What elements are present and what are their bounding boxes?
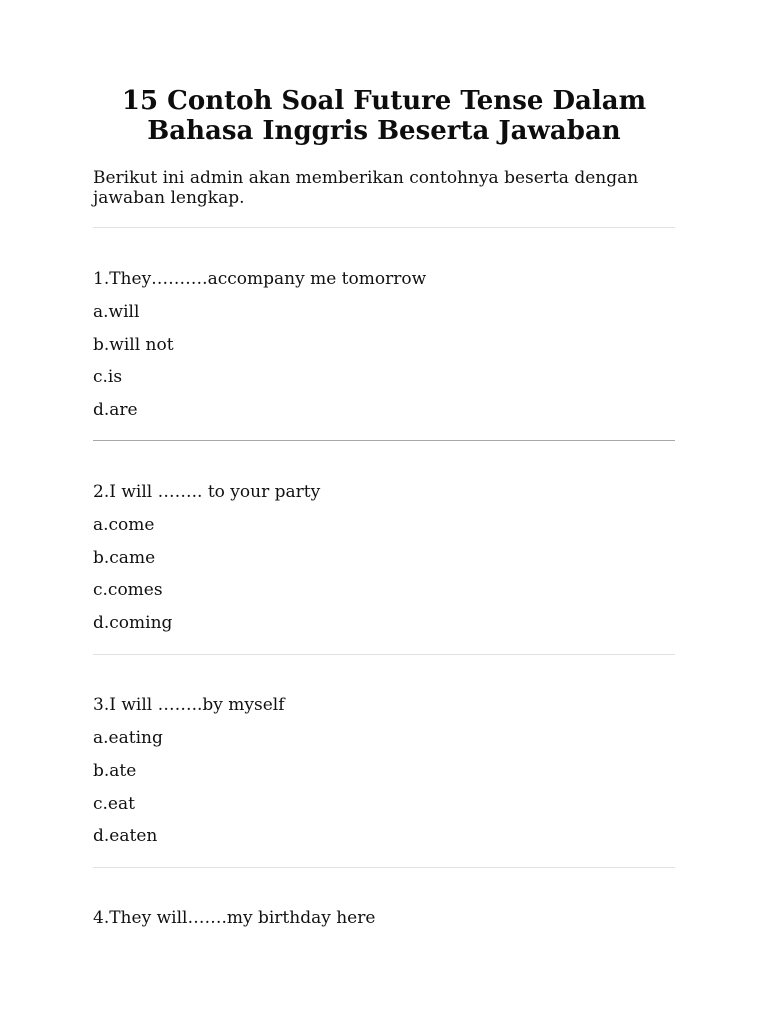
question-text: 4.They will…….my birthday here bbox=[93, 908, 376, 928]
option-a: a.come bbox=[93, 515, 155, 535]
question-text: 2.I will …….. to your party bbox=[93, 482, 321, 502]
question-3 bbox=[93, 695, 675, 846]
question-4 bbox=[93, 908, 675, 928]
intro-paragraph: Berikut ini admin akan memberikan contohnya beserta dengan jawaban lengkap. bbox=[93, 168, 639, 208]
option-d: d.eaten bbox=[93, 826, 158, 846]
divider bbox=[93, 654, 675, 655]
option-b: b.will not bbox=[93, 335, 174, 355]
page-title: 15 Contoh Soal Future Tense Dalam Bahasa Inggris Beserta Jawaban bbox=[121, 86, 647, 146]
divider bbox=[93, 867, 675, 868]
divider bbox=[93, 227, 675, 228]
option-d: d.are bbox=[93, 400, 138, 420]
option-c: c.is bbox=[93, 367, 123, 387]
question-1 bbox=[93, 269, 675, 420]
option-b: b.ate bbox=[93, 761, 137, 781]
option-c: c.eat bbox=[93, 794, 135, 814]
divider bbox=[93, 440, 675, 441]
option-a: a.will bbox=[93, 302, 140, 322]
option-c: c.comes bbox=[93, 580, 163, 600]
option-a: a.eating bbox=[93, 728, 163, 748]
question-text: 3.I will ……..by myself bbox=[93, 695, 285, 715]
question-text: 1.They……….accompany me tomorrow bbox=[93, 269, 427, 289]
option-b: b.came bbox=[93, 548, 156, 568]
question-2 bbox=[93, 482, 675, 633]
option-d: d.coming bbox=[93, 613, 173, 633]
